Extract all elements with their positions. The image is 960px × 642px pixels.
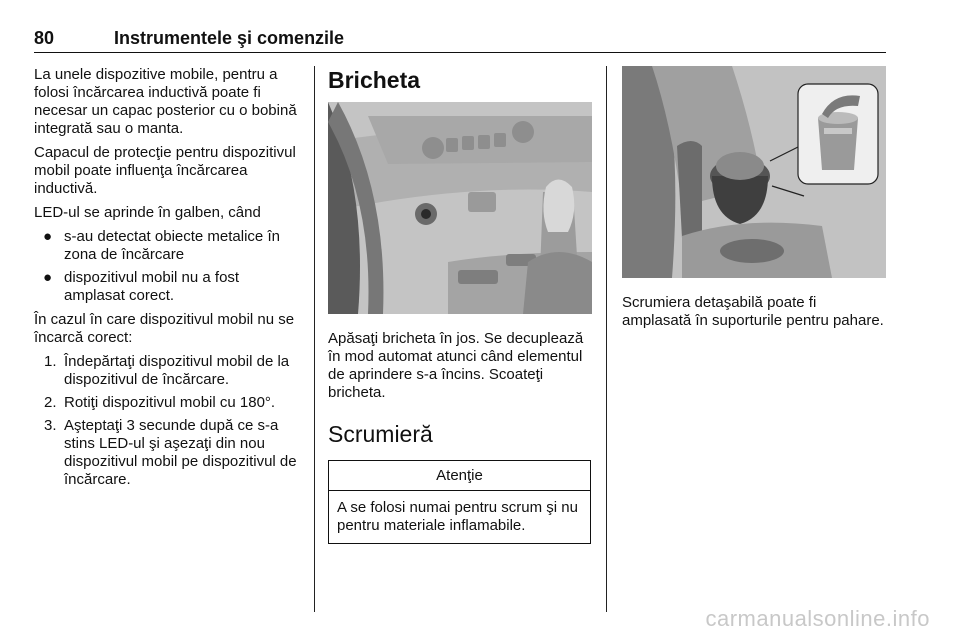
caution-title: Atenţie [329, 461, 590, 491]
page-header [34, 26, 886, 53]
paragraph: Scrumiera detaşabilă poate fi amplasată în suporturile pentru pahare. [622, 294, 884, 329]
step-text: Rotiţi dispozitivul mobil cu 180°. [64, 394, 276, 411]
step-number: 2. [44, 394, 57, 411]
list-item-text: s-au detectat obiecte metalice în zona de încărcare [64, 228, 280, 263]
column-divider [606, 66, 607, 612]
paragraph: LED-ul se aprinde în galben, când [34, 204, 261, 221]
column-2 [328, 66, 592, 544]
column-divider [314, 66, 315, 612]
step-item [34, 394, 302, 412]
page-number: 80 [34, 28, 55, 48]
step-text: Aşteptaţi 3 secunde după ce s-a stins LED-ul şi aşezaţi din nou dispozitivul mobil pe dispozitivul de încărcare. [64, 417, 297, 488]
step-list [34, 353, 302, 489]
bullet-icon: ● [43, 269, 53, 286]
caution-box [328, 460, 591, 544]
list-item [34, 228, 302, 264]
chapter-title: Instrumentele şi comenzile [114, 28, 345, 48]
section-heading-bricheta: Bricheta [328, 67, 421, 93]
paragraph: La unele dispozitive mobile, pentru a folosi încărcarea inductivă poate fi necesar un capac posterior cu o bobină integrată sau o manta. [34, 66, 297, 137]
ashtray-photo [622, 66, 886, 278]
cigarette-lighter-photo [328, 102, 592, 314]
bullet-list [34, 228, 302, 305]
list-item [34, 269, 302, 305]
step-number: 3. [44, 417, 57, 434]
list-item-text: dispozitivul mobil nu a fost amplasat corect. [64, 269, 240, 304]
step-item [34, 353, 302, 389]
step-text: Îndepărtaţi dispozitivul mobil de la dispozitivul de încărcare. [64, 353, 290, 388]
step-item [34, 417, 302, 489]
paragraph: În cazul în care dispozitivul mobil nu se încarcă corect: [34, 311, 295, 346]
paragraph: Capacul de protecţie pentru dispozitivul mobil poate influenţa încărcarea inductivă. [34, 144, 296, 197]
column-3 [622, 66, 886, 336]
section-heading-scrumiera: Scrumieră [328, 421, 433, 447]
watermark: carmanualsonline.info [705, 606, 930, 631]
caution-text: A se folosi numai pentru scrum şi nu pentru materiale inflamabile. [337, 499, 578, 534]
column-1 [34, 66, 302, 494]
step-number: 1. [44, 353, 57, 370]
bullet-icon: ● [43, 228, 53, 245]
paragraph: Apăsaţi bricheta în jos. Se decuplează în mod automat atunci când elementul de aprindere s-a încins. Scoateţi bricheta. [328, 330, 584, 401]
